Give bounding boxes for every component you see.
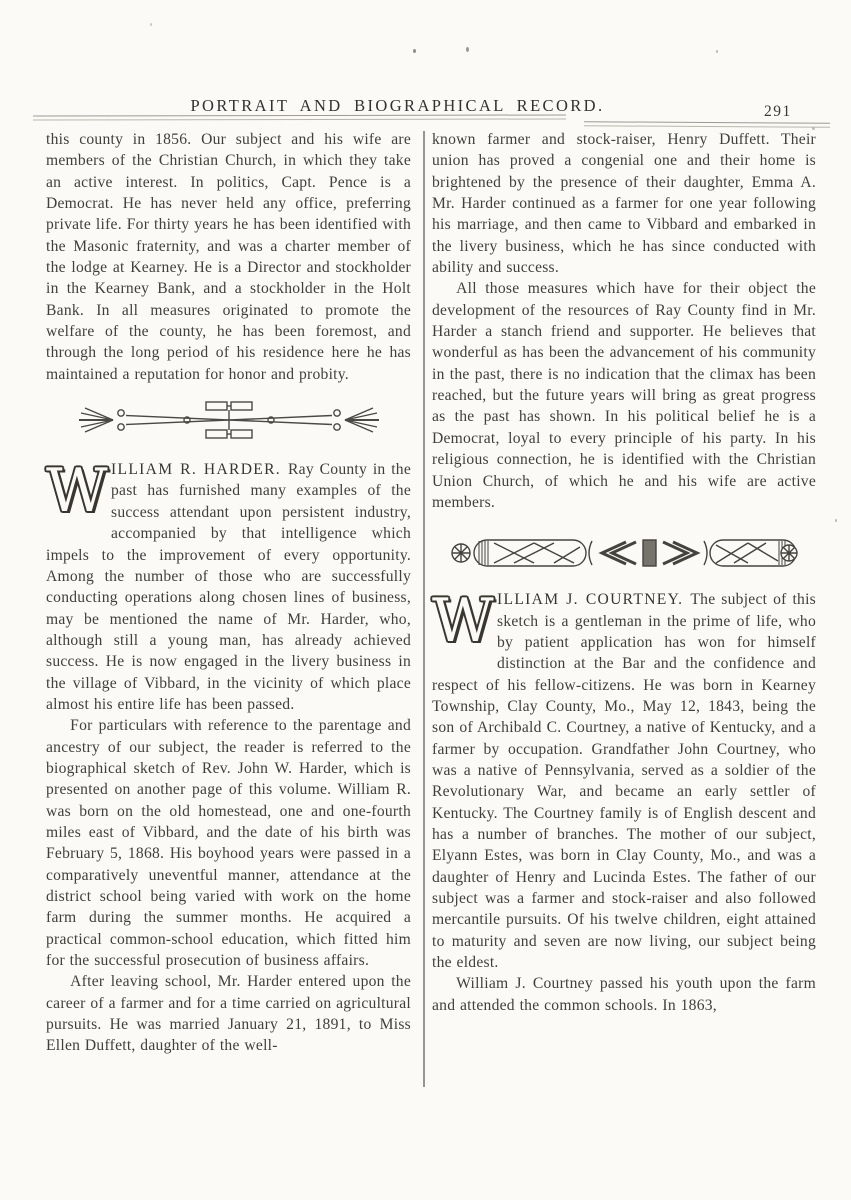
harder-paragraph-parentage: For particulars with reference to the parentage and ancestry of our subject, the reader is referred to the biographical sketch of Rev. John W. Harder, which is presented on another page of this volume. William R. was born on the old homestead, one and one-fourth miles east of Vibbard, and the date of his birth was February 5, 1868. His boyhood years were passed in a comparatively uneventful manner, attendance at the district school being varied with work on the home farm during the summer months. He acquired a practical common-school education, which fitted him for the successful prosecution of business affairs. [46, 717, 411, 970]
duffett-continuation-paragraph: known farmer and stock-raiser, Henry Duffett. Their union has proved a congenial one and their home is brightened by the presence of their daughter, Emma A. Mr. Harder continued as a farmer for one year following his marriage, and then came to Vibbard and embarked in the livery business, which he has since conducted with ability and success. [432, 131, 816, 277]
ink-speck [413, 49, 416, 53]
page-number: 291 [764, 103, 792, 120]
courtney-section-title: ILLIAM J. COURTNEY. [497, 591, 684, 609]
drop-cap-w: W [432, 586, 494, 657]
harder-biography-intro-paragraph [46, 456, 412, 715]
measures-paragraph: All those measures which have for their object the development of the resources of Ray County find in Mr. Harder a stanch friend and supporter. He believes that wonderful as has been the advancement of his community in the past, there is no indication that the climax has been reached, but the future years will bring as great progress as the past has shown. In his political belief he is a Democrat, loyal to every principle of his party. In his religious connection, he is identified with the Christian Union Church, of which he and his wife are active members. [432, 280, 816, 511]
courtney-intro-text: The subject of this sketch is a gentleman in the prime of life, who by patient application has won for himself distinction at the Bar and the confidence and respect of his fellow-citizens. He was born in Kearney Township, Clay County, Mo., May 12, 1843, being the son of Archibald C. Courtney, a native of Kentucky, and a farmer by occupation. Grandfather John Courtney, who was a native of Pennsylvania, served as a soldier of the Revolutionary War, and became an early settler of Kentucky. The Courtney family is of English descent and has a number of branches. The mother of our subject, Elyann Estes, was born in Clay County, Mo., and was a daughter of Henry and Lucinda Estes. The father of our subject was a farmer and stock-raiser and also followed mercantile pursuits. Of his twelve children, eight attained to maturity and seven are now living, our subject being the eldest. [432, 591, 817, 972]
ink-speck [716, 50, 718, 53]
drop-cap-w: W [46, 456, 108, 527]
ink-speck [466, 47, 469, 52]
feathered-arrow-rule-icon [79, 399, 379, 441]
courtney-paragraph-youth: William J. Courtney passed his youth upon the farm and attended the common schools. In 1863, [432, 975, 816, 1014]
right-column [432, 129, 816, 1016]
ink-speck [150, 23, 152, 26]
page-title: PORTRAIT AND BIOGRAPHICAL RECORD. [190, 96, 605, 115]
header-rule-right [584, 121, 830, 128]
rosette-chevron-band-icon [448, 529, 800, 575]
left-column [46, 129, 411, 1057]
harder-paragraph-marriage: After leaving school, Mr. Harder entered upon the career of a farmer and for a time carried on agricultural pursuits. He was married January 21, 1891, to Miss Ellen Duffett, daughter of the well- [46, 973, 411, 1055]
courtney-biography-intro-paragraph [432, 586, 817, 973]
column-divider [423, 131, 425, 1087]
harder-intro-text: Ray County in the past has furnished many examples of the success attendant upon persistent industry, accompanied by that intelligence which impels to the improvement of every opportunity. Among the number of those who are successfully conducting operations along chosen lines of business, may be mentioned the name of Mr. Harder, who, although still a young man, has already achieved success. He is now engaged in the livery business in the village of Vibbard, in the vicinity of which place almost his entire life has been passed. [46, 461, 412, 713]
pence-continuation-paragraph: this county in 1856. Our subject and his wife are members of the Christian Church, in which they take an active interest. In politics, Capt. Pence is a Democrat. He has never held any office, preferring private life. For thirty years he has been identified with the Masonic fraternity, and was a charter member of the lodge at Kearney. He is a Director and stockholder in the Kearney Bank, and a stockholder in the Holt Bank. In all measures originated to promote the welfare of the county, he has been foremost, and through the long period of his residence here he has maintained a reputation for honor and probity. [46, 131, 411, 383]
harder-section-title: ILLIAM R. HARDER. [111, 461, 281, 479]
ink-speck [835, 519, 837, 522]
header-rule-left [33, 114, 566, 120]
